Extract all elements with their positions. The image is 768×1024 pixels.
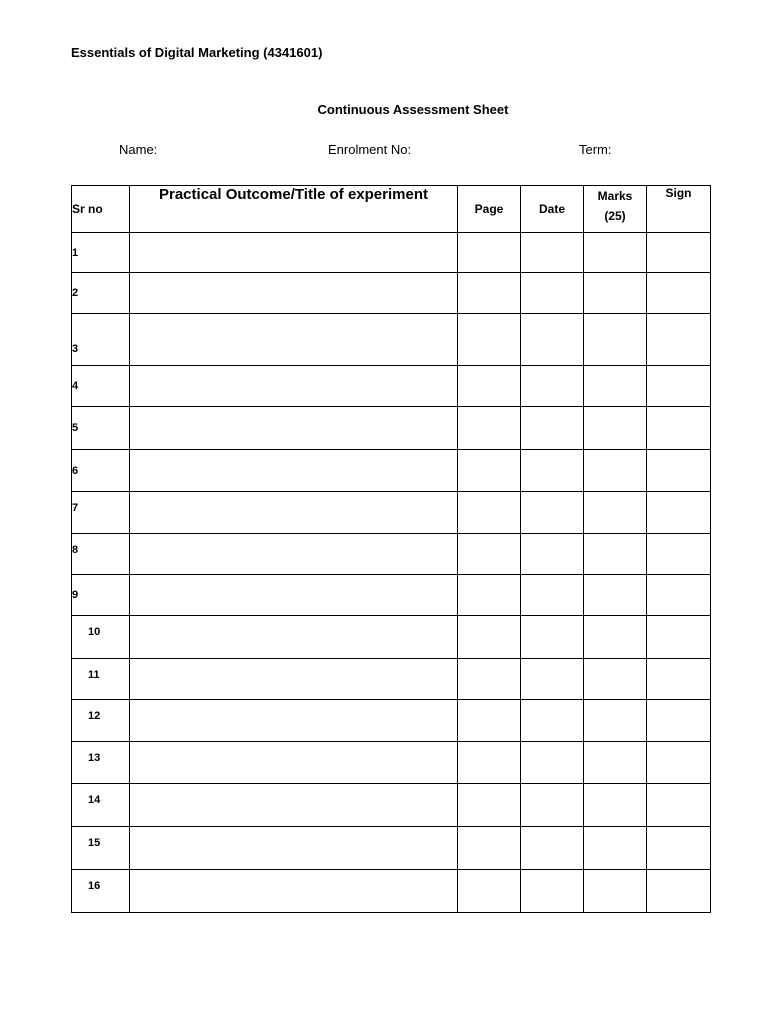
- page-cell[interactable]: [458, 407, 521, 450]
- date-cell[interactable]: [521, 616, 584, 659]
- table-row: [72, 700, 711, 742]
- table-row: [72, 407, 711, 450]
- sign-cell[interactable]: [647, 314, 711, 366]
- date-cell[interactable]: [521, 233, 584, 273]
- marks-cell[interactable]: [584, 575, 647, 616]
- header-title: Practical Outcome/Title of experiment: [130, 186, 458, 233]
- header-marks-max: (25): [604, 209, 626, 223]
- marks-cell[interactable]: [584, 742, 647, 784]
- header-date: Date: [521, 186, 584, 233]
- page-cell[interactable]: [458, 575, 521, 616]
- date-cell[interactable]: [521, 492, 584, 534]
- sr-no-cell: 12: [72, 700, 130, 742]
- table-row: [72, 742, 711, 784]
- title-cell[interactable]: [130, 870, 458, 913]
- course-title: Essentials of Digital Marketing (4341601): [71, 45, 323, 60]
- table-row: [72, 659, 711, 700]
- title-cell[interactable]: [130, 366, 458, 407]
- sr-no-cell: 13: [72, 742, 130, 784]
- table-row: [72, 870, 711, 913]
- table-row: [72, 784, 711, 827]
- term-label: Term:: [579, 142, 612, 157]
- title-cell[interactable]: [130, 450, 458, 492]
- header-sign: Sign: [647, 186, 711, 233]
- sr-no-cell: 14: [72, 784, 130, 827]
- marks-cell[interactable]: [584, 659, 647, 700]
- sign-cell[interactable]: [647, 366, 711, 407]
- date-cell[interactable]: [521, 827, 584, 870]
- sign-cell[interactable]: [647, 659, 711, 700]
- header-row: [72, 186, 711, 233]
- sr-no-cell: 15: [72, 827, 130, 870]
- title-cell[interactable]: [130, 273, 458, 314]
- table-row: [72, 273, 711, 314]
- header-sr-no: Sr no: [72, 186, 130, 233]
- marks-cell[interactable]: [584, 784, 647, 827]
- date-cell[interactable]: [521, 407, 584, 450]
- sr-no-cell: 4: [72, 366, 130, 407]
- date-cell[interactable]: [521, 784, 584, 827]
- page-cell[interactable]: [458, 659, 521, 700]
- sign-cell[interactable]: [647, 273, 711, 314]
- marks-cell[interactable]: [584, 366, 647, 407]
- title-cell[interactable]: [130, 407, 458, 450]
- marks-cell[interactable]: [584, 314, 647, 366]
- date-cell[interactable]: [521, 534, 584, 575]
- marks-cell[interactable]: [584, 492, 647, 534]
- sign-cell[interactable]: [647, 450, 711, 492]
- sign-cell[interactable]: [647, 534, 711, 575]
- sign-cell[interactable]: [647, 575, 711, 616]
- page-cell[interactable]: [458, 273, 521, 314]
- title-cell[interactable]: [130, 659, 458, 700]
- assessment-table: [71, 185, 711, 913]
- sr-no-cell: 9: [72, 575, 130, 616]
- sign-cell[interactable]: [647, 700, 711, 742]
- date-cell[interactable]: [521, 450, 584, 492]
- page-cell[interactable]: [458, 784, 521, 827]
- date-cell[interactable]: [521, 742, 584, 784]
- title-cell[interactable]: [130, 575, 458, 616]
- page-cell[interactable]: [458, 742, 521, 784]
- date-cell[interactable]: [521, 273, 584, 314]
- marks-cell[interactable]: [584, 273, 647, 314]
- marks-cell[interactable]: [584, 870, 647, 913]
- marks-cell[interactable]: [584, 827, 647, 870]
- sr-no-cell: 11: [72, 659, 130, 700]
- sheet-title: Continuous Assessment Sheet: [317, 102, 509, 117]
- sr-no-cell: 2: [72, 273, 130, 314]
- date-cell[interactable]: [521, 700, 584, 742]
- date-cell[interactable]: [521, 659, 584, 700]
- page-cell[interactable]: [458, 534, 521, 575]
- sign-cell[interactable]: [647, 407, 711, 450]
- marks-cell[interactable]: [584, 616, 647, 659]
- sr-no-cell: 6: [72, 450, 130, 492]
- title-cell[interactable]: [130, 534, 458, 575]
- marks-cell[interactable]: [584, 534, 647, 575]
- table-row: [72, 616, 711, 659]
- sr-no-cell: 3: [72, 314, 130, 366]
- sign-cell[interactable]: [647, 870, 711, 913]
- sr-no-cell: 10: [72, 616, 130, 659]
- table-row: [72, 314, 711, 366]
- marks-cell[interactable]: [584, 700, 647, 742]
- title-cell[interactable]: [130, 784, 458, 827]
- title-cell[interactable]: [130, 827, 458, 870]
- sr-no-cell: 1: [72, 233, 130, 273]
- date-cell[interactable]: [521, 314, 584, 366]
- marks-cell[interactable]: [584, 233, 647, 273]
- sr-no-cell: 16: [72, 870, 130, 913]
- sign-cell[interactable]: [647, 742, 711, 784]
- table-row: [72, 827, 711, 870]
- enrolment-label: Enrolment No:: [328, 142, 412, 157]
- page-cell[interactable]: [458, 366, 521, 407]
- page-cell[interactable]: [458, 827, 521, 870]
- sign-cell[interactable]: [647, 827, 711, 870]
- table-row: [72, 366, 711, 407]
- date-cell[interactable]: [521, 575, 584, 616]
- page-cell[interactable]: [458, 870, 521, 913]
- table-row: [72, 534, 711, 575]
- title-cell[interactable]: [130, 233, 458, 273]
- table-row: [72, 492, 711, 534]
- page-cell[interactable]: [458, 314, 521, 366]
- header-marks: [584, 186, 647, 233]
- sign-cell[interactable]: [647, 492, 711, 534]
- header-page: Page: [458, 186, 521, 233]
- date-cell[interactable]: [521, 870, 584, 913]
- title-cell[interactable]: [130, 492, 458, 534]
- title-cell[interactable]: [130, 742, 458, 784]
- title-cell[interactable]: [130, 700, 458, 742]
- table-row: [72, 575, 711, 616]
- sign-cell[interactable]: [647, 616, 711, 659]
- page-cell[interactable]: [458, 450, 521, 492]
- sign-cell[interactable]: [647, 233, 711, 273]
- sr-no-cell: 5: [72, 407, 130, 450]
- header-marks-label: Marks: [597, 189, 633, 203]
- table-row: [72, 450, 711, 492]
- page-cell[interactable]: [458, 492, 521, 534]
- title-cell[interactable]: [130, 616, 458, 659]
- page-cell[interactable]: [458, 233, 521, 273]
- date-cell[interactable]: [521, 366, 584, 407]
- sr-no-cell: 8: [72, 534, 130, 575]
- name-label: Name:: [119, 142, 158, 157]
- title-cell[interactable]: [130, 314, 458, 366]
- table-row: [72, 233, 711, 273]
- marks-cell[interactable]: [584, 450, 647, 492]
- marks-cell[interactable]: [584, 407, 647, 450]
- sr-no-cell: 7: [72, 492, 130, 534]
- page-cell[interactable]: [458, 616, 521, 659]
- sign-cell[interactable]: [647, 784, 711, 827]
- page-cell[interactable]: [458, 700, 521, 742]
